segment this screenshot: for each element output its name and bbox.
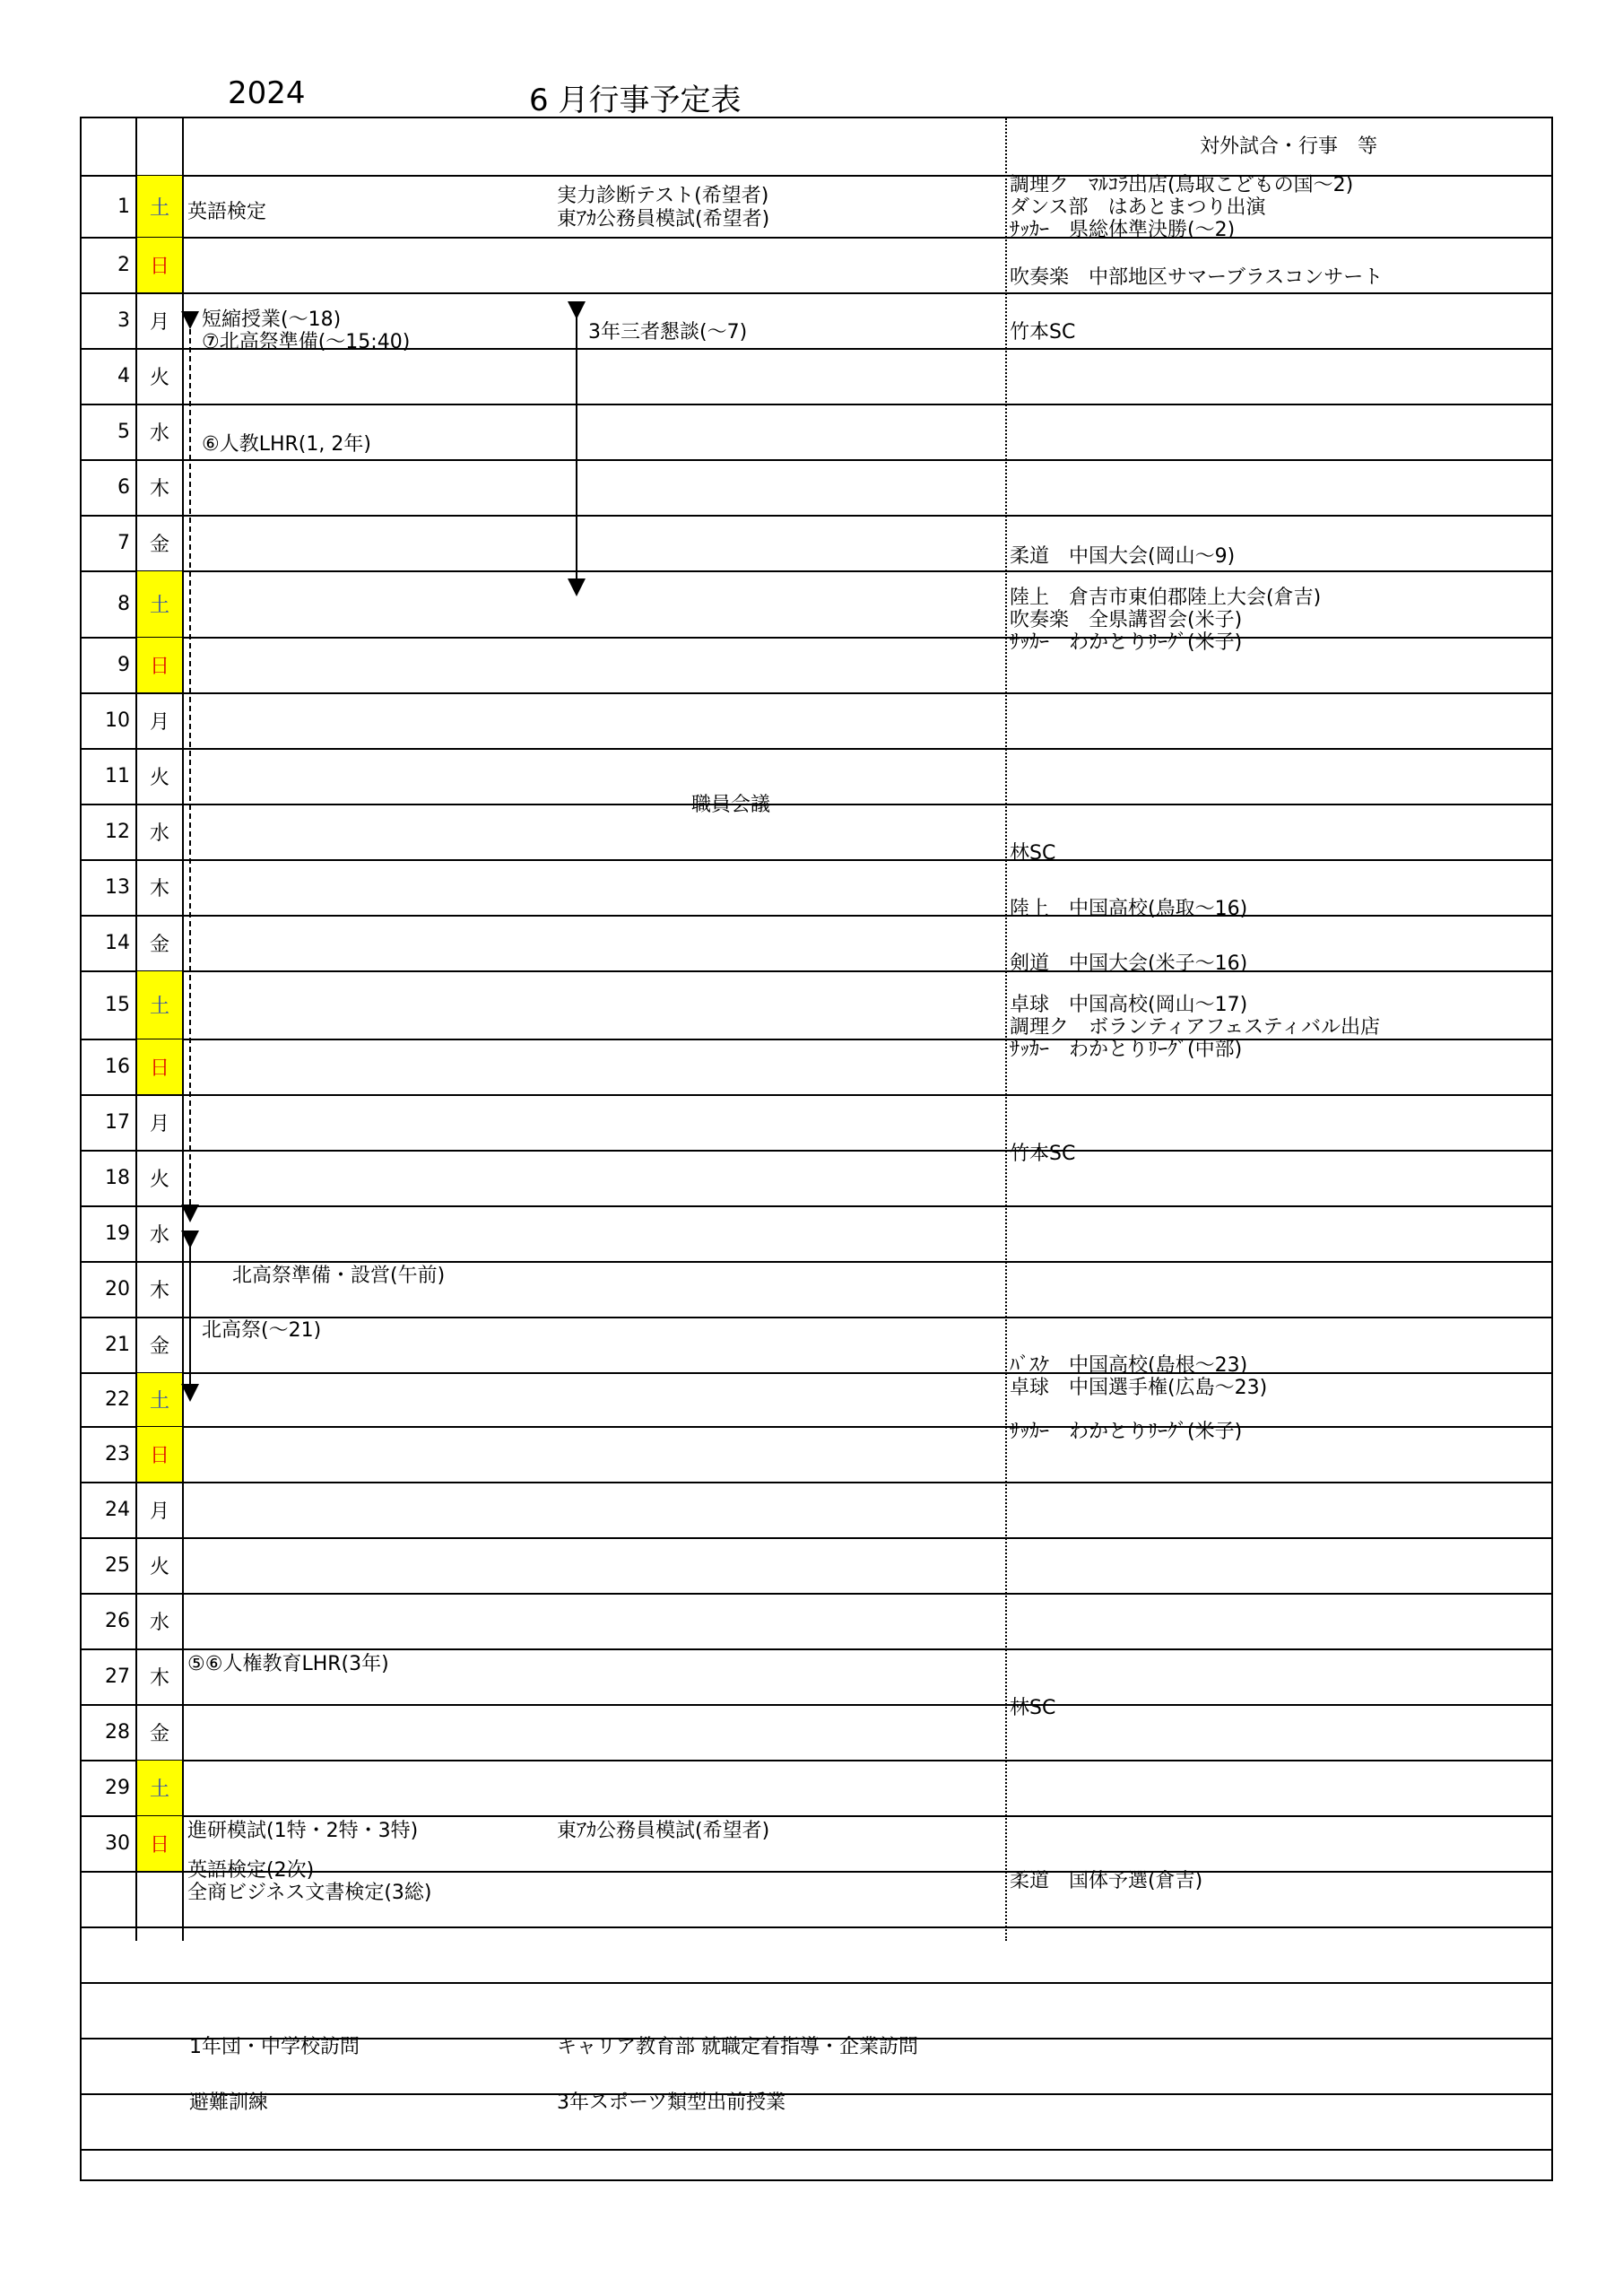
ext-d21-basketball: ﾊﾞｽｹ 中国高校(島根～23): [1010, 1354, 1248, 1377]
ext-d21-tabletennis: 卓球 中国選手権(広島～23): [1010, 1377, 1268, 1399]
day-of-week: 金: [149, 1723, 169, 1745]
ext-d1-dance: ダンス部 はあとまつり出演: [1010, 196, 1266, 219]
day-number: 17: [105, 1111, 130, 1134]
ext-d15-soccer: ｻｯｶｰ わかとりﾘｰｸﾞ(中部): [1010, 1039, 1243, 1061]
day-of-week: 土: [137, 1761, 182, 1815]
ext-d30-judo: 柔道 国体予選(倉吉): [1010, 1870, 1203, 1892]
day-number: 18: [105, 1167, 130, 1189]
event-parent-meetings: 3年三者懇談(～7): [588, 321, 748, 344]
day-of-week: 水: [149, 1224, 169, 1247]
ext-d8-brass: 吹奏楽 全県講習会(米子): [1010, 609, 1243, 631]
day-of-week: 日: [137, 1039, 182, 1094]
day-number: 8: [117, 593, 130, 615]
day-number: 27: [105, 1665, 130, 1688]
event-eiken-second: 英語検定(2次): [187, 1859, 315, 1882]
day-number: 1: [117, 195, 130, 218]
day-number: 11: [105, 765, 130, 787]
event-lhr-human-rights-1-2: ⑥人教LHR(1, 2年): [202, 433, 371, 456]
day-of-week: 水: [149, 422, 169, 445]
ext-d22-soccer: ｻｯｶｰ わかとりﾘｰｸﾞ(米子): [1010, 1421, 1243, 1443]
footer-sports-class: 3年スポーツ類型出前授業: [557, 2092, 786, 2114]
ext-d15-cooking: 調理ク ボランティアフェスティバル出店: [1010, 1016, 1380, 1039]
day-of-week: 木: [149, 878, 169, 900]
day-of-week: 火: [149, 367, 169, 389]
ext-d1-soccer: ｻｯｶｰ 県総体準決勝(～2): [1010, 219, 1236, 241]
day-of-week: 日: [137, 1816, 182, 1871]
ext-d1-cooking: 調理ク ﾏﾙｺﾗ出店(鳥取こどもの国～2): [1010, 174, 1354, 196]
event-business-doc-exam: 全商ビジネス文書検定(3総): [187, 1882, 432, 1904]
day-of-week: 月: [149, 1113, 169, 1135]
ext-d17-sc: 竹本SC: [1010, 1143, 1076, 1165]
day-of-week: 月: [149, 1500, 169, 1523]
day-of-week: 木: [149, 1280, 169, 1302]
day-number: 28: [105, 1721, 130, 1744]
ext-d14-kendo: 剣道 中国大会(米子～16): [1010, 952, 1248, 975]
event-eiken: 英語検定: [187, 201, 267, 223]
day-number: 13: [105, 876, 130, 899]
day-number: 30: [105, 1832, 130, 1855]
day-number: 3: [117, 309, 130, 332]
event-short-classes: 短縮授業(～18): [202, 309, 342, 331]
day-of-week: 木: [149, 1667, 169, 1690]
schedule-table: [80, 117, 1553, 2181]
day-number: 20: [105, 1278, 130, 1300]
day-of-week: 日: [137, 238, 182, 292]
ext-d2-brass: 吹奏楽 中部地区サマーブラスコンサート: [1010, 266, 1384, 289]
day-of-week: 土: [137, 176, 182, 237]
day-number: 7: [117, 532, 130, 554]
day-of-week: 土: [137, 571, 182, 637]
external-column-header: 対外試合・行事 等: [1200, 135, 1378, 158]
day-of-week: 木: [149, 478, 169, 500]
footer-evacuation-drill: 避難訓練: [189, 2092, 269, 2114]
day-number: 9: [117, 654, 130, 676]
footer-school-visits: 1年団・中学校訪問: [189, 2036, 360, 2058]
event-shinken-mock: 進研模試(1特・2特・3特): [187, 1820, 419, 1842]
year-label: 2024: [228, 75, 306, 111]
day-number: 5: [117, 421, 130, 443]
day-number: 2: [117, 254, 130, 276]
period-arrows: [82, 118, 1555, 2183]
day-number: 26: [105, 1610, 130, 1632]
event-staff-meeting: 職員会議: [691, 794, 771, 816]
event-civil-exam-mock: 東ｱｶ公務員模試(希望者): [557, 208, 770, 230]
day-number: 16: [105, 1056, 130, 1078]
day-number: 10: [105, 709, 130, 732]
event-civil-exam-mock-29: 東ｱｶ公務員模試(希望者): [557, 1820, 770, 1842]
ext-d3-sc: 竹本SC: [1010, 321, 1076, 344]
day-number: 23: [105, 1443, 130, 1465]
day-of-week: 日: [137, 638, 182, 692]
day-of-week: 火: [149, 1556, 169, 1578]
day-of-week: 土: [137, 1373, 182, 1426]
event-lhr-human-rights-3: ⑤⑥人権教育LHR(3年): [187, 1653, 389, 1675]
ext-d15-tabletennis: 卓球 中国高校(岡山～17): [1010, 994, 1248, 1016]
day-of-week: 水: [149, 822, 169, 845]
day-number: 15: [105, 994, 130, 1016]
day-of-week: 月: [149, 311, 169, 334]
footer-career-visits: キャリア教育部 就職定着指導・企業訪問: [557, 2036, 918, 2058]
event-festival-prep: ⑦北高祭準備(～15:40): [202, 331, 411, 353]
day-number: 19: [105, 1222, 130, 1245]
ext-d8-soccer: ｻｯｶｰ わかとりﾘｰｸﾞ(米子): [1010, 631, 1243, 654]
day-of-week: 日: [137, 1427, 182, 1482]
day-of-week: 火: [149, 767, 169, 789]
day-of-week: 金: [149, 934, 169, 956]
day-number: 24: [105, 1499, 130, 1521]
ext-d7-judo: 柔道 中国大会(岡山～9): [1010, 545, 1236, 568]
ext-d13-track: 陸上 中国高校(鳥取～16): [1010, 898, 1248, 920]
day-number: 29: [105, 1777, 130, 1799]
ext-d12-sc: 林SC: [1010, 842, 1056, 865]
day-number: 25: [105, 1554, 130, 1577]
day-number: 6: [117, 476, 130, 499]
day-number: 12: [105, 821, 130, 843]
event-festival-setup: 北高祭準備・設営(午前): [232, 1265, 446, 1287]
day-number: 4: [117, 365, 130, 387]
event-kitakosai: 北高祭(～21): [202, 1319, 322, 1342]
day-number: 21: [105, 1334, 130, 1356]
ext-d8-track: 陸上 倉吉市東伯郡陸上大会(倉吉): [1010, 587, 1322, 609]
day-of-week: 火: [149, 1169, 169, 1191]
day-of-week: 金: [149, 1335, 169, 1358]
ext-d27-sc: 林SC: [1010, 1697, 1056, 1719]
page-title: 6 月行事予定表: [529, 83, 742, 118]
day-of-week: 水: [149, 1612, 169, 1634]
event-diagnostic-test: 実力診断テスト(希望者): [557, 185, 769, 207]
day-of-week: 土: [137, 971, 182, 1039]
day-of-week: 月: [149, 711, 169, 734]
day-number: 14: [105, 932, 130, 954]
day-number: 22: [105, 1388, 130, 1411]
day-of-week: 金: [149, 534, 169, 556]
